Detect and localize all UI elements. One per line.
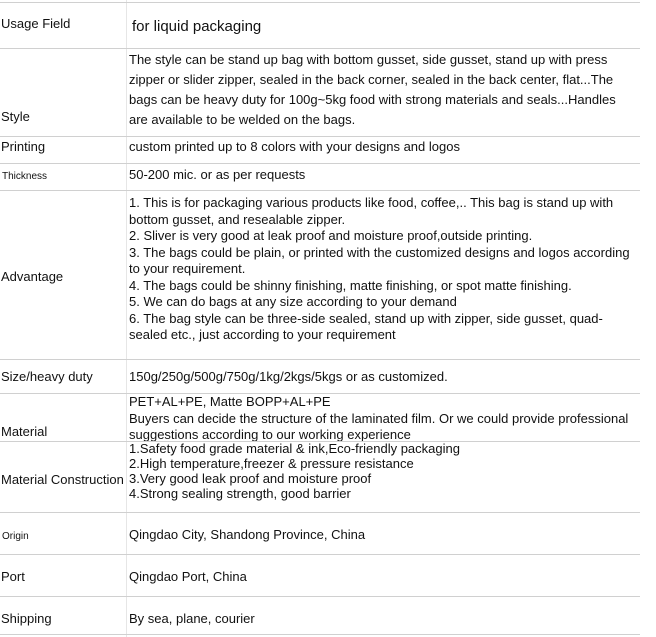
value-material-construction: 1.Safety food grade material & ink,Eco-friendly packaging 2.High temperature,freezer & pressure resistance 3.Very good leak proof and moisture proof 4.Strong sealing strength, good barrier	[129, 441, 460, 501]
label-usage-field: Usage Field	[1, 16, 71, 31]
label-advantage: Advantage	[1, 269, 64, 284]
value-port: Qingdao Port, China	[129, 569, 247, 584]
value-shipping: By sea, plane, courier	[129, 611, 255, 626]
label-printing: Printing	[1, 139, 46, 154]
label-shipping: Shipping	[1, 611, 52, 626]
value-size-heavy-duty: 150g/250g/500g/750g/1kg/2kgs/5kgs or as customized.	[129, 369, 448, 384]
value-printing: custom printed up to 8 colors with your designs and logos	[129, 139, 460, 154]
label-material: Material	[1, 424, 48, 439]
row-divider	[0, 554, 640, 555]
label-origin: Origin	[2, 531, 29, 542]
label-thickness: Thickness	[2, 171, 48, 182]
row-divider	[0, 512, 640, 513]
label-port: Port	[1, 569, 25, 584]
value-thickness: 50-200 mic. or as per requests	[129, 167, 306, 182]
value-usage-field: for liquid packaging	[132, 18, 262, 35]
label-size-heavy-duty: Size/heavy duty	[1, 369, 93, 384]
row-divider	[0, 163, 640, 164]
row-divider	[0, 359, 640, 360]
row-divider	[0, 190, 640, 191]
value-advantage: 1. This is for packaging various products like food, coffee,.. This bag is stand up with bottom gusset, and resealable zipper. 2. Sliver is very good at leak proof and moisture proof,outside printing. 3. The bags could be plain, or printed with the customized designs and logos according to your requirement. 4. The bags could be shinny finishing, matte finishing, or spot matte finishing. 5. We can do bags at any size according to your demand 6. The bag style can be three-side sealed, stand up with zipper, side gusset, quad- sealed etc., just according to your requirement	[129, 195, 630, 342]
row-divider	[0, 136, 640, 137]
row-divider	[0, 48, 640, 49]
row-divider	[0, 596, 640, 597]
column-divider	[126, 0, 127, 637]
row-divider	[0, 634, 640, 635]
value-style: The style can be stand up bag with bottom gusset, side gusset, stand up with press zipper or slider zipper, sealed in the back corner, sealed in the back center, flat...The bags can be heavy duty for 100g~5kg food with strong materials and seals...Handles are available to be welded on the bags.	[129, 52, 616, 127]
label-material-construction: Material Construction	[1, 472, 124, 487]
label-style: Style	[1, 109, 30, 124]
value-material: PET+AL+PE, Matte BOPP+AL+PE Buyers can decide the structure of the laminated film. Or we could provide professional suggestions according to our working experience	[129, 394, 629, 442]
value-origin: Qingdao City, Shandong Province, China	[129, 527, 366, 542]
row-divider	[0, 2, 640, 3]
